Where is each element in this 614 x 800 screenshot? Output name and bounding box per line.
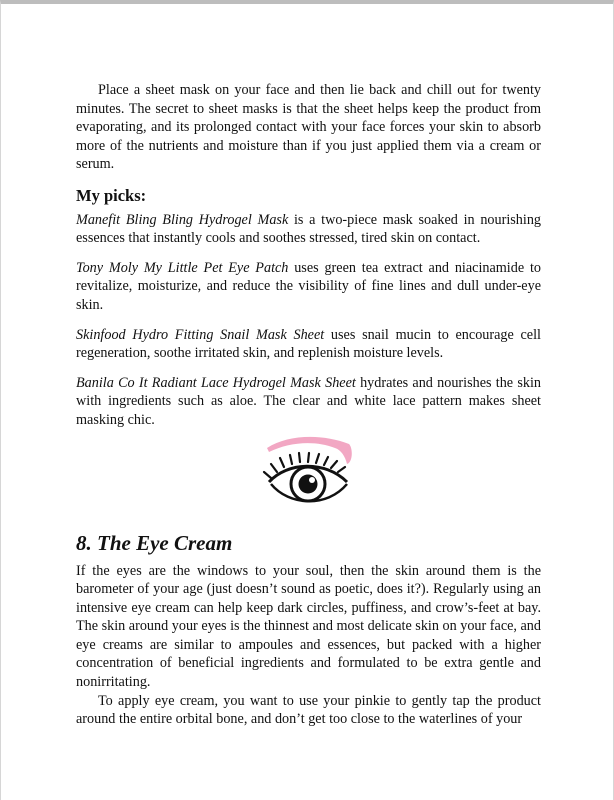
pupil-shape — [298, 474, 317, 493]
section-title: 8. The Eye Cream — [76, 530, 233, 555]
page-content — [76, 81, 541, 729]
pick-name: Skinfood Hydro Fitting Snail Mask Sheet — [76, 326, 325, 343]
pick-item — [76, 211, 541, 248]
pick-item — [76, 326, 541, 363]
pick-description: hydrates and nourishes the skin with ingredients such as aloe. The clear and white lace pattern makes sheet masking chic. — [76, 374, 541, 428]
pick-item — [76, 374, 541, 430]
pick-name: Banila Co It Radiant Lace Hydrogel Mask Sheet — [76, 374, 356, 391]
section-paragraph: To apply eye cream, you want to use your pinkie to gently tap the product around the entire orbital bone, and don’t get too close to the waterlines of your — [76, 692, 541, 728]
picks-heading: My picks: — [76, 185, 147, 205]
pick-name: Manefit Bling Bling Hydrogel Mask — [76, 211, 289, 228]
section-paragraph: If the eyes are the windows to your soul, then the skin around them is the barometer of your age (just doesn’t sound as poetic, does it?). Regularly using an intensive eye cream can help keep dark circles, puffiness, and crow’s-feet at bay. The skin around your eyes is the thinnest and most delicate skin on your face, and eye creams are similar to ampoules and essences, but packed with a higher concentration of beneficial ingredients and formulated to be extra gentle and nonirritating. — [76, 562, 541, 691]
eye-illustration-icon — [261, 436, 357, 522]
pick-description: uses snail mucin to encourage cell regeneration, soothe irritated skin, and replenish moisture levels. — [76, 326, 541, 362]
eye-illustration — [76, 436, 541, 522]
pick-description: uses green tea extract and niacinamide to revitalize, moisturize, and reduce the visibility of fine lines and dull under-eye skin. — [76, 259, 541, 313]
intro-paragraph: Place a sheet mask on your face and then lie back and chill out for twenty minutes. The secret to sheet masks is that the sheet helps keep the product from evaporating, and its prolonged contact with your face forces your skin to absorb more of the nutrients and moisture than if you just applied them via a cream or serum. — [76, 82, 541, 173]
pick-item — [76, 259, 541, 315]
pick-name: Tony Moly My Little Pet Eye Patch — [76, 259, 289, 276]
pick-description: is a two-piece mask soaked in nourishing essences that instantly cools and soothes stressed, tired skin on contact. — [76, 211, 542, 247]
